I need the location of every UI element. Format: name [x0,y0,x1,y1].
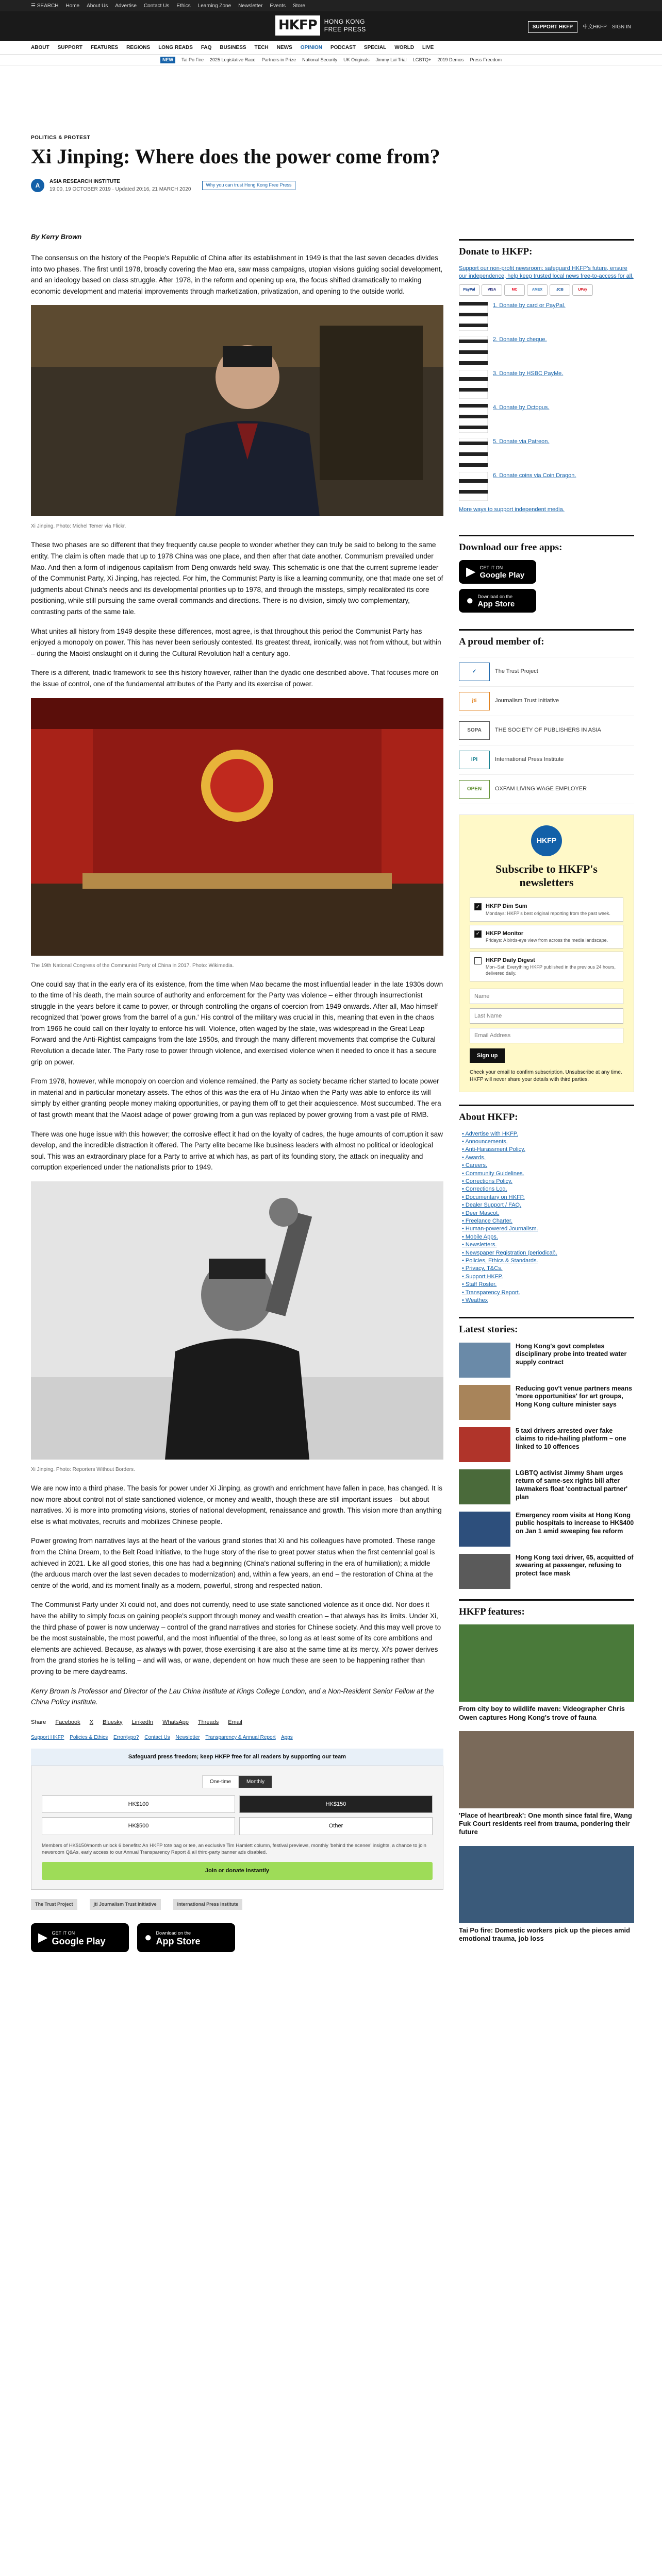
nav-item[interactable]: WORLD [394,45,415,50]
latest-story[interactable] [459,1385,634,1420]
party-congress-image [31,698,443,956]
donate-method[interactable] [459,336,634,365]
tab-monthly[interactable]: Monthly [239,1775,272,1788]
ipi-logo[interactable]: International Press Institute [173,1899,243,1910]
member-org[interactable] [459,687,634,716]
feature-title[interactable]: Tai Po fire: Domestic workers pick up the pieces amid emotional trauma, job loss [459,1926,631,1942]
tag-link[interactable]: UK Originals [343,57,370,62]
donate-title: Donate to HKFP: [459,239,634,260]
footer-support[interactable]: Support HKFP [31,1735,64,1741]
footer-policies[interactable]: Policies & Ethics [70,1735,108,1741]
newsletter-option[interactable] [470,897,623,921]
about-link[interactable]: • Weathex [462,1297,634,1304]
apple-icon: ● [144,1930,152,1945]
paragraph: The consensus on the history of the People's Republic of China after its establishment in 1949 is that the last seven decades divides into two phases. The first until 1978, broadly covering the Mao era, saw mass campaigns, utopian visions guiding social development, and an ideology based on class struggle. After 1978, in the reform and opening up era, the focus shifted dramatically to making economic development and material improvements through marketization, privatization, and opening to the outside world. [31,254,443,295]
more-ways-link[interactable]: More ways to support independent media. [459,506,565,513]
newsletter-desc: Fridays: A birds-eye view from across the media landscape. [486,938,608,943]
sidebar-app-store-badge[interactable]: ● Download on the App Store [459,589,536,613]
newsletter-checkbox[interactable]: ✓ [474,930,482,938]
about-link[interactable]: • Staff Roster. [462,1281,634,1289]
feature-story[interactable] [459,1624,634,1722]
topbar-events[interactable]: Events [270,3,286,9]
latest-story[interactable] [459,1427,634,1462]
about-link[interactable]: • Deer Mascot. [462,1210,634,1217]
footer-apps[interactable]: Apps [280,1735,293,1741]
features-title: HKFP features: [459,1599,634,1620]
donate-method[interactable] [459,404,634,433]
newsletter-desc: Mon–Sat: Everything HKFP published in the previous 24 hours, delivered daily. [486,964,616,976]
paragraph: The Communist Party under Xi could not, and does not currently, need to use state sanctioned violence as it once did. Nor does it have the ability to simply focus on gaining people's support through money and wealth creation – that always has its limits. Under Xi, the third phase of power is now underway – control of the grand narratives and stories for Chinese society. And this may well prove to be the most sustainable, the most powerful, and the most influential of the three, so long as at least some of its core ambitions and elements are achieved. Because, as always with power, those exercising it are also at the same time at its mercy. Xi's power derives from the grand stories he is telling – and will was, or wane, dependent on how much these are seen to be happening rather than proving to be mere daydreams. [31,1601,441,1675]
topbar-learning[interactable]: Learning Zone [197,3,231,9]
story-thumbnail[interactable] [459,1469,510,1504]
tab-one-time[interactable]: One-time [202,1775,239,1788]
paragraph: Power growing from narratives lays at the heart of the various grand stories that Xi and his colleagues have promoted. These range from the China Dream, to the Belt Road Initiative, to the huge story of the rise to great power status when the first centennial goal is achieved in 2021. Like all good stories, this one has had a beginning (China's national suffering in the era of humiliation); a middle (the arduous march over the last seven decades to modernization) and, within a few years, an end – the restoration of China at the centre of the world, and its moment finally as a modern, powerful, strong and respected nation. [31,1537,435,1589]
share-whatsapp[interactable]: WhatsApp [162,1719,189,1725]
amount-option[interactable]: Other [239,1817,433,1835]
story-title[interactable]: Emergency room visits at Hong Kong public hospitals to increase to HK$400 on Jan 1 amid sweeping fee reform [516,1511,634,1535]
feature-story[interactable] [459,1846,634,1943]
amount-option[interactable]: HK$500 [42,1817,235,1835]
image-caption: Xi Jinping. Photo: Reporters Without Borders. [31,1467,135,1472]
about-link[interactable]: • Advertise with HKFP. [462,1130,634,1138]
paypal-icon: PayPal [459,284,479,296]
sidebar-google-play-badge[interactable]: ▶ GET IT ON Google Play [459,560,536,584]
author-avatar: A [31,179,44,192]
story-thumbnail[interactable] [459,1385,510,1420]
amex-icon: AMEX [527,284,548,296]
paragraph: These two phases are so different that they frequently cause people to wonder whether they can truly be said to belong to the same entity. The claim is often made that up to 1978 China was one place, and then after that date another. Communism prevailed under Mao. And then a form of indigenous capitalism from Deng onwards held sway. This schematic is one that the current supreme leader of the Communist Party, Xi Jinping, has rejected. For him, the Communist Party is like a learning community, one that made one set of judgments about China's needs and its developmental priorities up to 1978, and through the missteps, simply recalibrated its core positioning, while still pursuing the same overall commands and directions. There is no division, simply two complementary, contrasting parts of the same tale. [31,541,443,616]
feature-title[interactable]: 'Place of heartbreak': One month since fatal fire, Wang Fuk Court residents reel from trauma, pondering their future [459,1811,632,1836]
qr-code-icon [459,370,488,399]
about-link[interactable]: • Transparency Report. [462,1289,634,1297]
image-caption: Xi Jinping. Photo: Michel Temer via Flickr. [31,523,126,530]
latest-story[interactable] [459,1469,634,1504]
play-icon: ▶ [466,565,476,579]
member-org[interactable] [459,657,634,687]
latest-story[interactable] [459,1554,634,1589]
paragraph: One could say that in the early era of its existence, from the time when Mao became the most influential leader in the late 1930s down to the time of his death, the main source of authority and enforcement for the Party was violence – either through insurrectionist struggle in the years before it came to power, or through controlling the organs of coercion from 1949 onwards. After all, Mao himself recognized that 'power grows from the barrel of a gun.' His control of the military was crucial in this, meaning that even in the chaos from 1966 he could call on their loyalty to enforce his will. Violence, often waged by the state, was widespread in the Great Leap Forward and the Anti-Rightist campaigns from the late 1950s, and through the many different movements that comprise the Cultural Revolution a decade later. The Party rose to power through violence, and exercised violence when it needed to once it has a secure grip on power. [31,980,443,1066]
nav-item[interactable]: SPECIAL [363,45,387,50]
story-title[interactable]: 5 taxi drivers arrested over fake claims to ride-hailing platform – one linked to 10 offences [516,1427,626,1451]
newsletter-checkbox[interactable]: ✓ [474,903,482,910]
site-header [0,11,662,41]
last-name-field[interactable] [470,1008,623,1024]
about-link[interactable]: • Freelance Charter. [462,1217,634,1225]
about-list [459,1130,634,1305]
tag-link[interactable]: Tai Po Fire [181,57,204,62]
nav-item[interactable]: NEWS [276,45,292,50]
donate-method[interactable] [459,370,634,399]
newsletter-checkbox[interactable] [474,957,482,964]
paragraph: There is a different, triadic framework to see this history however, rather than the dyadic one described above. That focuses more on the issue of control, one of the fundamental attributes of the Party and its exercise of power. [31,669,439,688]
about-link[interactable]: • Documentary on HKFP. [462,1194,634,1201]
feature-story[interactable] [459,1731,634,1837]
member-name: OXFAM LIVING WAGE EMPLOYER [495,786,587,792]
qr-code-icon [459,404,488,433]
latest-story[interactable] [459,1512,634,1547]
tag-link[interactable]: Press Freedom [470,57,502,62]
story-thumbnail[interactable] [459,1343,510,1378]
donate-intro-link[interactable]: Support our non-profit newsroom: safeguard HKFP's future, ensure our independence, help keep trusted local news free-to-access for all. [459,265,634,279]
member-org[interactable] [459,775,634,804]
share-bar [31,1718,443,1727]
join-donate-button[interactable]: Join or donate instantly [42,1862,433,1880]
topbar-advertise[interactable]: Advertise [115,3,137,9]
qr-code-icon [459,302,488,331]
nav-item[interactable]: TECH [254,45,269,50]
topbar-about[interactable]: About Us [87,3,108,9]
about-link[interactable]: • Awards. [462,1154,634,1162]
paragraph: What unites all history from 1949 despite these differences, most agree, is that throughout this period the Communist Party has enjoyed a monopoly on power. This has never been seriously contested. Its greatest threat, ironically, was not from without, but within – during the Maoist onslaught on it during the Cultural Revolution half a century ago. [31,627,441,657]
article-body [31,252,443,1952]
story-thumbnail[interactable] [459,1427,510,1462]
sidebar [459,239,634,1952]
about-link[interactable]: • Community Guidelines. [462,1170,634,1178]
story-title[interactable]: LGBTQ activist Jimmy Sham urges return of same-sex rights bill after lawmakers float 'contractual partner' plan [516,1469,628,1501]
jcb-icon: JCB [550,284,570,296]
author-bio: Kerry Brown is Professor and Director of the Lau China Institute at Kings College London, and a Non-Resident Senior Fellow at the China Policy Institute. [31,1687,434,1706]
topbar-home[interactable]: Home [65,3,80,9]
nav-item[interactable]: FAQ [201,45,212,50]
member-logo: IPI [459,751,490,769]
new-badge: NEW [160,57,175,64]
qr-code-icon [459,336,488,365]
newsletter-desc: Mondays: HKFP's best original reporting from the past week. [486,910,610,916]
donate-method[interactable] [459,472,634,501]
tag-link[interactable]: LGBTQ+ [412,57,432,62]
about-link[interactable]: • Privacy, T&Cs. [462,1265,634,1273]
tag-link[interactable]: Jimmy Lai Trial [375,57,407,62]
article-header [31,134,598,193]
donate-method-label[interactable]: 6. Donate coins via Coin Dragon. [493,472,576,479]
support-hkfp-button[interactable]: SUPPORT HKFP [528,21,577,33]
chinese-site-link[interactable]: 中文HKFP [583,24,607,30]
donation-box [31,1766,443,1890]
newsletter-signup [459,815,634,1093]
qr-code-icon [459,472,488,501]
app-store-badge[interactable]: ● Download on the App Store [137,1923,235,1952]
member-name: International Press Institute [495,756,564,763]
amount-option[interactable]: HK$100 [42,1795,235,1814]
google-play-badge[interactable]: ▶ GET IT ON Google Play [31,1923,129,1952]
tag-link[interactable]: 2025 Legislative Race [210,57,256,62]
paragraph: From 1978, however, while monopoly on coercion and violence remained, the Party as society became richer started to locate power in material and in particular monetary assets. The ethos of this was the era of Hu Jintao when the Party was able to enforce its will simply by either granting people money making opportunities, or paying them off to get their acquiescence. Most succumbed. The era of fast growth meant that the Maoist adage of power growing from a gun was replaced by power growing from a vast pile of RMB. [31,1077,441,1119]
nav-item[interactable]: LIVE [422,45,434,50]
donate-method[interactable] [459,302,634,331]
logo-line2: FREE PRESS [324,25,366,33]
story-thumbnail[interactable] [459,1554,510,1589]
mastercard-icon: MC [504,284,525,296]
membership-note: Members of HK$150/month unlock 6 benefits: An HKFP tote bag or tee, an exclusive Tim Hamlett column, festival previews, monthly 'behind the scenes' insights, a chance to join newsroom Q&As, early access to our Annual Transparency Report & all third-party banner ads disabled. [42,1842,426,1855]
sign-up-button[interactable]: Sign up [470,1048,505,1063]
share-threads[interactable]: Threads [197,1719,219,1725]
feature-thumbnail[interactable] [459,1846,634,1923]
about-link[interactable]: • Anti-Harassment Policy. [462,1146,634,1154]
share-linkedin[interactable]: LinkedIn [131,1719,154,1725]
topbar-search[interactable]: ☰ SEARCH [31,3,59,9]
donate-method-label[interactable]: 3. Donate by HSBC PayMe. [493,370,564,377]
article-footer-links [31,1734,443,1741]
nav-item[interactable]: FEATURES [90,45,119,50]
about-link[interactable]: • Mobile Apps. [462,1233,634,1241]
logo-line1: HONG KONG [324,18,365,26]
byline-dates: 19:00, 19 OCTOBER 2019 · Updated 20:16, 21 MARCH 2020 [49,187,191,192]
newsletter-title: Subscribe to HKFP's newsletters [495,862,598,889]
unionpay-icon: UPay [572,284,593,296]
donate-method-label[interactable]: 2. Donate by cheque. [493,336,547,343]
apple-icon: ● [466,594,474,608]
member-name: Journalism Trust Initiative [495,698,559,704]
about-title: About HKFP: [459,1105,634,1125]
about-link[interactable]: • Announcements. [462,1138,634,1146]
story-thumbnail[interactable] [459,1512,510,1547]
feature-thumbnail[interactable] [459,1624,634,1702]
tag-link[interactable]: 2019 Demos [437,57,464,62]
topbar-store[interactable]: Store [292,3,305,9]
paragraph: There was one huge issue with this however; the corrosive effect it had on the loyalty of cadres, the huge amounts of corruption it saw develop, and the incredible distraction it offered. The Party elite became like business leaders with almost no political or ideological soul. This was an extraordinary place for a Party to arrive at which has, as part of its founding story, the attack on inequality and corruption experienced under the nationalists prior to 1949. [31,1130,443,1172]
member-title: A proud member of: [459,629,634,650]
newsletter-option[interactable] [470,925,623,948]
safeguard-banner[interactable]: Safeguard press freedom; keep HKFP free for all readers by supporting our team [31,1749,443,1766]
story-title[interactable]: Hong Kong's govt completes disciplinary probe into treated water supply contract [516,1342,627,1366]
nav-item[interactable]: BUSINESS [220,45,246,50]
story-title[interactable]: Hong Kong taxi driver, 65, acquitted of swearing at passenger, refusing to protect face mask [516,1553,634,1578]
about-link[interactable]: • Careers. [462,1162,634,1170]
member-org[interactable] [459,716,634,745]
donate-method-label[interactable]: 1. Donate by card or PayPal. [493,302,566,309]
top-utility-bar [0,0,662,11]
sign-in-link[interactable]: SIGN IN [611,24,631,30]
article-title: Xi Jinping: Where does the power come from? [31,145,440,168]
site-logo[interactable] [275,15,366,36]
trust-project-logo[interactable]: The Trust Project [31,1899,77,1910]
latest-title: Latest stories: [459,1317,634,1337]
footer-error[interactable]: Error/typo? [113,1735,139,1741]
newsletter-name: HKFP Daily Digest [486,957,535,963]
apps-title: Download our free apps: [459,535,634,555]
about-link[interactable]: • Newspaper Registration (periodical). [462,1249,634,1257]
nav-item[interactable]: SUPPORT [57,45,82,50]
qr-code-icon [459,438,488,467]
amount-option-selected[interactable]: HK$150 [239,1795,433,1814]
tag-link[interactable]: National Security [302,57,338,62]
donate-method-label[interactable]: 4. Donate by Octopus. [493,404,550,411]
article-category[interactable]: POLITICS & PROTEST [31,135,91,141]
member-name: The Trust Project [495,668,538,675]
footer-newsletter[interactable]: Newsletter [175,1735,200,1741]
tag-link[interactable]: Partners in Prize [261,57,296,62]
logo-mark: HKFP [275,15,320,36]
member-org[interactable] [459,745,634,775]
paragraph: We are now into a third phase. The basis for power under Xi Jinping, as growth and enrichment have fallen in pace, has changed. It is now more about control not of state sanctioned violence, or money and wealth, though these are still important issues – but about narratives. Xi is more into promoting visions, stories of national development, renaissance and growth. This vision more than anything else is what motivates, recruits and mobilizes Chinese people. [31,1484,442,1526]
email-field[interactable] [470,1028,623,1043]
footer-contact[interactable]: Contact Us [144,1735,170,1741]
member-logo: SOPA [459,721,490,740]
name-field[interactable] [470,989,623,1004]
about-link[interactable]: • Newsletters. [462,1241,634,1249]
footer-transparency[interactable]: Transparency & Annual Report [205,1735,276,1741]
about-link[interactable]: • Support HKFP. [462,1273,634,1281]
nav-item[interactable]: REGIONS [126,45,151,50]
nav-item[interactable]: PODCAST [330,45,356,50]
story-title[interactable]: Reducing gov't venue partners means 'more opportunities' for art groups, Hong Kong culture minister says [516,1384,632,1409]
xi-bw-image [31,1181,443,1460]
about-link[interactable]: • Corrections Policy. [462,1178,634,1185]
member-logo: OPEN [459,780,490,799]
nav-item[interactable]: OPINION [300,45,323,50]
newsletter-option[interactable] [470,952,623,981]
newsletter-logo: HKFP [531,825,562,856]
play-icon: ▶ [38,1930,48,1945]
share-label: Share [31,1719,46,1725]
newsletter-note: Check your email to confirm subscription. Unsubscribe at any time. HKFP will never share your details with third parties. [470,1070,622,1083]
share-bluesky[interactable]: Bluesky [103,1719,123,1725]
nav-item[interactable]: ABOUT [31,45,49,50]
latest-story[interactable] [459,1343,634,1378]
donate-method-label[interactable]: 5. Donate via Patreon. [493,438,550,445]
topbar-ethics[interactable]: Ethics [176,3,191,9]
why-trust-link[interactable]: Why you can trust Hong Kong Free Press [202,181,295,190]
newsletter-name: HKFP Monitor [486,930,524,937]
payment-cards [459,284,634,296]
app-badges [31,1923,443,1952]
partner-logos [31,1899,443,1910]
byline-org[interactable]: ASIA RESEARCH INSTITUTE [49,179,120,184]
about-link[interactable]: • Dealer Support / FAQ. [462,1201,634,1209]
share-x[interactable]: X [89,1719,94,1725]
trending-tags [0,55,662,66]
byline [31,178,598,193]
main-nav [0,41,662,55]
topbar-contact[interactable]: Contact Us [143,3,170,9]
about-link[interactable]: • Human-powered Journalism. [462,1225,634,1233]
image-caption: The 19th National Congress of the Communist Party of China in 2017. Photo: Wikimedia. [31,962,234,969]
nav-item[interactable]: LONG READS [158,45,193,50]
share-facebook[interactable]: Facebook [55,1719,80,1725]
donate-method[interactable] [459,438,634,467]
topbar-newsletter[interactable]: Newsletter [238,3,263,9]
share-email[interactable]: Email [228,1719,242,1725]
about-link[interactable]: • Corrections Log. [462,1185,634,1193]
about-link[interactable]: • Policies, Ethics & Standards. [462,1257,634,1265]
newsletter-name: HKFP Dim Sum [486,903,527,910]
jti-logo[interactable]: jti Journalism Trust Initiative [90,1899,161,1910]
member-logo: ✓ [459,663,490,681]
feature-thumbnail[interactable] [459,1731,634,1808]
member-logo: jti [459,692,490,710]
feature-title[interactable]: From city boy to wildlife maven: Videographer Chris Owen captures Hong Kong's trove of fauna [459,1705,625,1721]
visa-icon: VISA [482,284,502,296]
author-line: By Kerry Brown [31,233,82,241]
member-name: THE SOCIETY OF PUBLISHERS IN ASIA [495,727,601,734]
xi-portrait-image [31,305,443,516]
